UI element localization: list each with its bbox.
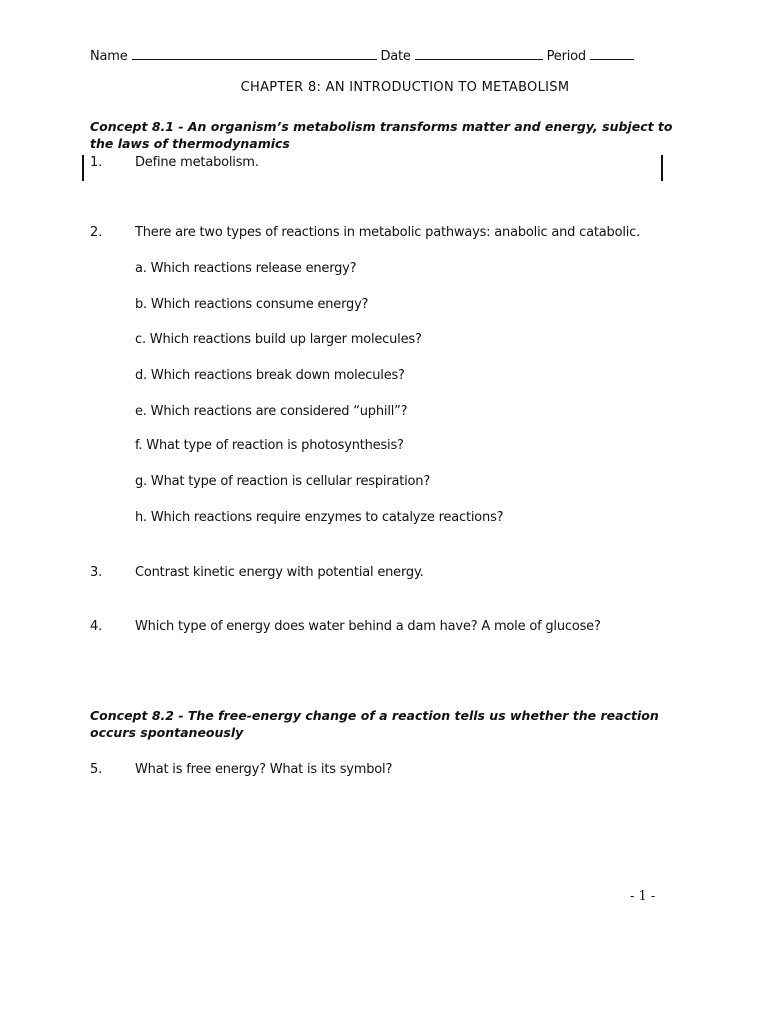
name-label: Name — [90, 49, 128, 64]
left-cursor-bar — [82, 155, 84, 181]
chapter-title: CHAPTER 8: AN INTRODUCTION TO METABOLISM — [240, 80, 570, 95]
question-number: 2. — [90, 225, 103, 240]
period-blank[interactable] — [590, 47, 634, 60]
subquestion-e: e. Which reactions are considered “uphill”? — [135, 404, 408, 419]
concept-8-2-heading: Concept 8.2 - The free-energy change of a reaction tells us whether the reaction occurs spontaneously — [90, 708, 659, 740]
question-number: 1. — [90, 155, 103, 170]
date-label: Date — [380, 49, 411, 64]
question-number: 5. — [90, 762, 103, 777]
question-text: Contrast kinetic energy with potential energy. — [135, 565, 424, 580]
question-text: Define metabolism. — [135, 155, 259, 170]
subquestion-c: c. Which reactions build up larger molecules? — [135, 332, 422, 347]
right-cursor-bar — [661, 155, 663, 181]
subquestion-f: f. What type of reaction is photosynthesis? — [135, 438, 404, 453]
student-info-header — [90, 47, 634, 65]
question-number: 3. — [90, 565, 103, 580]
question-text: There are two types of reactions in metabolic pathways: anabolic and catabolic. — [135, 225, 641, 240]
date-blank[interactable] — [415, 47, 543, 60]
concept-8-1-heading: Concept 8.1 - An organism’s metabolism transforms matter and energy, subject to the laws of thermodynamics — [90, 119, 673, 151]
subquestion-a: a. Which reactions release energy? — [135, 261, 357, 276]
subquestion-h: h. Which reactions require enzymes to catalyze reactions? — [135, 510, 504, 525]
question-number: 4. — [90, 619, 103, 634]
question-text: What is free energy? What is its symbol? — [135, 762, 393, 777]
name-blank[interactable] — [132, 47, 377, 60]
subquestion-d: d. Which reactions break down molecules? — [135, 368, 405, 383]
page-number: - 1 - — [630, 889, 656, 904]
subquestion-g: g. What type of reaction is cellular respiration? — [135, 474, 431, 489]
period-label: Period — [546, 49, 586, 64]
question-text: Which type of energy does water behind a dam have? A mole of glucose? — [135, 619, 601, 634]
subquestion-b: b. Which reactions consume energy? — [135, 297, 369, 312]
